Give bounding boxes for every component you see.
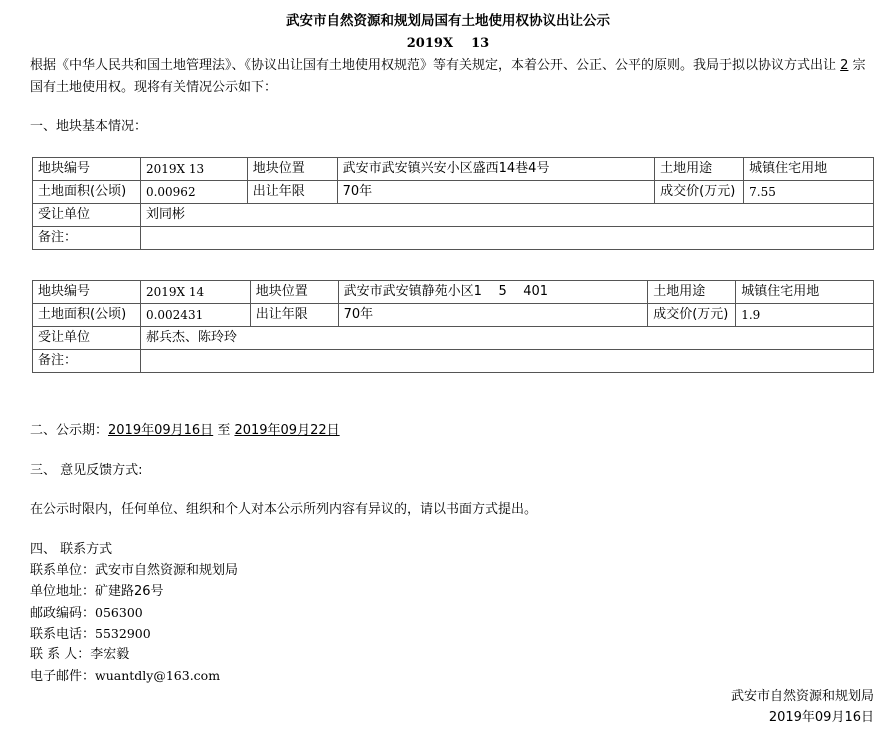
label-parcel-no: 地块编号 <box>33 281 141 304</box>
grantee-value: 郝兵杰、陈玲玲 <box>140 327 873 350</box>
period-start-date: 2019年09月16日 <box>108 423 214 438</box>
label-price: 成交价(万元) <box>655 181 744 204</box>
zip-label: 邮政编码： <box>30 606 96 621</box>
label-term: 出让年限 <box>250 304 338 327</box>
intro-text-b: 宗国有土地使用权。现将有关情况公示如下： <box>30 58 866 95</box>
section4-heading: 四、 联系方式 <box>30 542 113 557</box>
intro-paragraph <box>30 55 876 99</box>
contact-address: 单位地址：矿建路26号 <box>30 584 164 599</box>
period-separator: 至 <box>213 423 235 438</box>
label-use: 土地用途 <box>655 158 744 181</box>
location-value: 武安市武安镇静苑小区1 5 401 <box>338 281 648 304</box>
label-remark: 备注： <box>33 227 141 250</box>
phone-label: 联系电话： <box>30 627 96 642</box>
section3-text: 在公示时限内，任何单位、组织和个人对本公示所列内容有异议的，请以书面方式提出。 <box>30 502 538 517</box>
grantee-value: 刘同彬 <box>140 204 873 227</box>
table-row <box>33 158 874 181</box>
term-value: 70年 <box>338 304 648 327</box>
contact-person: 联 系 人：李宏毅 <box>30 647 130 662</box>
label-area: 土地面积(公顷) <box>33 181 141 204</box>
section3-heading: 三、 意见反馈方式: <box>30 463 143 478</box>
contact-email <box>30 666 220 687</box>
table-row <box>33 281 874 304</box>
use-value: 城镇住宅用地 <box>744 158 874 181</box>
email-value: wuantdly@163.com <box>95 668 221 683</box>
label-location: 地块位置 <box>250 281 338 304</box>
footer-org: 武安市自然资源和规划局 <box>730 689 874 704</box>
term-value: 70年 <box>337 181 655 204</box>
parcel-count: 2 <box>840 58 849 73</box>
remark-value <box>140 227 873 250</box>
label-price: 成交价(万元) <box>648 304 736 327</box>
contact-unit: 联系单位：武安市自然资源和规划局 <box>30 563 239 578</box>
table-row <box>33 304 874 327</box>
price-value: 7.55 <box>744 181 874 204</box>
label-remark: 备注： <box>33 350 141 373</box>
label-parcel-no: 地块编号 <box>33 158 141 181</box>
table-row <box>33 227 874 250</box>
contact-phone <box>30 624 151 645</box>
table-row <box>33 327 874 350</box>
intro-text-a: 根据《中华人民共和国土地管理法》、《协议出让国有土地使用权规范》等有关规定，本着公开、公正、公平的原则。我局于拟以协议方式出让 <box>30 58 837 73</box>
area-value: 0.00962 <box>140 181 247 204</box>
use-value: 城镇住宅用地 <box>736 281 874 304</box>
table-row <box>33 350 874 373</box>
zip-value: 056300 <box>95 605 143 620</box>
section1-heading: 一、地块基本情况： <box>30 119 148 134</box>
section2-label: 二、公示期： <box>30 423 109 438</box>
label-term: 出让年限 <box>247 181 337 204</box>
section2-notice-period <box>30 421 340 441</box>
label-use: 土地用途 <box>648 281 736 304</box>
location-value: 武安市武安镇兴安小区盛西14巷4号 <box>337 158 655 181</box>
label-grantee: 受让单位 <box>33 327 141 350</box>
parcel-table-2 <box>32 280 874 373</box>
page-title: 武安市自然资源和规划局国有土地使用权协议出让公示 <box>286 13 610 29</box>
table-row <box>33 181 874 204</box>
email-label: 电子邮件： <box>30 669 96 684</box>
period-end-date: 2019年09月22日 <box>234 423 340 438</box>
phone-value: 5532900 <box>95 626 151 641</box>
remark-value <box>140 350 873 373</box>
label-grantee: 受让单位 <box>33 204 141 227</box>
document-number: 2019X 13 <box>406 36 490 51</box>
label-area: 土地面积(公顷) <box>33 304 141 327</box>
parcel-no-value: 2019X 14 <box>140 281 250 304</box>
price-value: 1.9 <box>736 304 874 327</box>
label-location: 地块位置 <box>247 158 337 181</box>
table-row <box>33 204 874 227</box>
area-value: 0.002431 <box>140 304 250 327</box>
footer-date: 2019年09月16日 <box>768 710 874 725</box>
contact-zip <box>30 603 143 624</box>
parcel-no-value: 2019X 13 <box>140 158 247 181</box>
parcel-table-1 <box>32 157 874 250</box>
